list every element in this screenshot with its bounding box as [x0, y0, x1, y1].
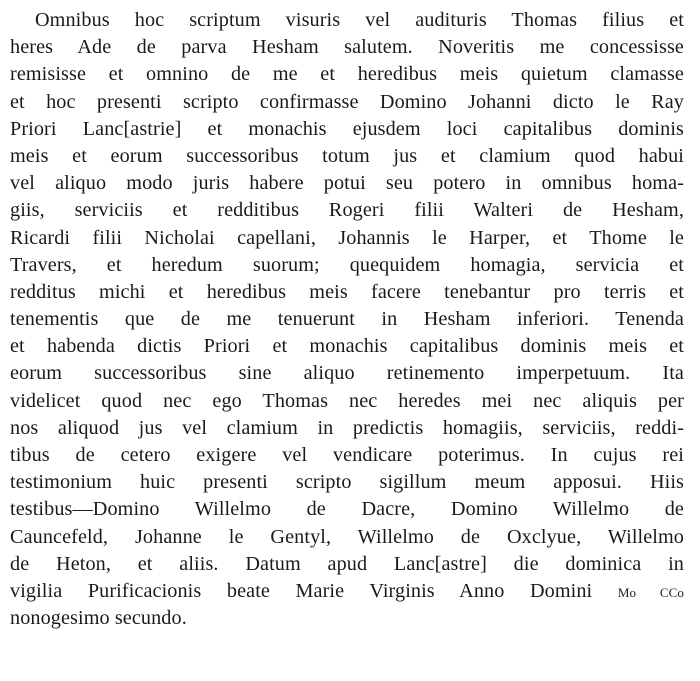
numeral-superscript: o [677, 584, 684, 600]
text-line [10, 578, 684, 605]
text-line: heres Ade de parva Hesham salutem. Noveritis me concessisse [10, 36, 684, 59]
text-line: de Heton, et aliis. Datum apud Lanc[astre] die dominica in [10, 552, 684, 575]
text-line: Ricardi filii Nicholai capellani, Johannis le Harper, et Thome le [10, 226, 684, 249]
text-line: eorum successoribus sine aliquo retinemento imperpetuum. Ita [10, 362, 684, 385]
text-line: Priori Lanc[astrie] et monachis ejusdem loci capitalibus dominis [10, 117, 684, 140]
text-line: remisisse et omnino de me et heredibus meis quietum clamasse [10, 63, 684, 86]
line-text: vigilia Purificacionis beate Marie Virginis Anno Domini [10, 579, 618, 602]
text-line: Omnibus hoc scriptum visuris vel audituris Thomas filius et [35, 9, 684, 31]
text-line: redditus michi et heredibus meis facere tenebantur pro terris et [10, 280, 684, 303]
text-line: videlicet quod nec ego Thomas nec heredes mei nec aliquis per [10, 389, 684, 412]
text-line: vel aliquo modo juris habere potui seu potero in omnibus homa- [10, 172, 684, 195]
text-line: Travers, et heredum suorum; quequidem homagia, servicia et [10, 253, 684, 276]
charter-paragraph [10, 7, 684, 632]
text-line: et hoc presenti scripto confirmasse Domino Johanni dicto le Ray [10, 90, 684, 113]
numeral-superscript: o [629, 584, 637, 600]
text-line: meis et eorum successoribus totum jus et clamium quod habui [10, 144, 684, 167]
text-line: Cauncefeld, Johanne le Gentyl, Willelmo de Oxclyue, Willelmo [10, 525, 684, 548]
roman-numeral [618, 580, 684, 602]
numeral-m: M [617, 584, 630, 600]
text-line: nonogesimo secundo. [10, 607, 187, 630]
text-line: et habenda dictis Priori et monachis capitalibus dominis meis et [10, 335, 684, 358]
text-line: tibus de cetero exigere vel vendicare poterimus. In cujus rei [10, 444, 684, 466]
text-line: giis, serviciis et redditibus Rogeri filii Walteri de Hesham, [10, 199, 684, 222]
text-line: tenementis que de me tenuerunt in Hesham inferiori. Tenenda [10, 308, 684, 331]
text-line: testimonium huic presenti scripto sigillum meum apposui. Hiis [10, 471, 684, 494]
text-line: nos aliquod jus vel clamium in predictis homagiis, serviciis, reddi- [10, 416, 684, 439]
numeral-cc: CC [636, 584, 678, 600]
text-line: testibus—Domino Willelmo de Dacre, Domino Willelmo de [10, 498, 684, 521]
